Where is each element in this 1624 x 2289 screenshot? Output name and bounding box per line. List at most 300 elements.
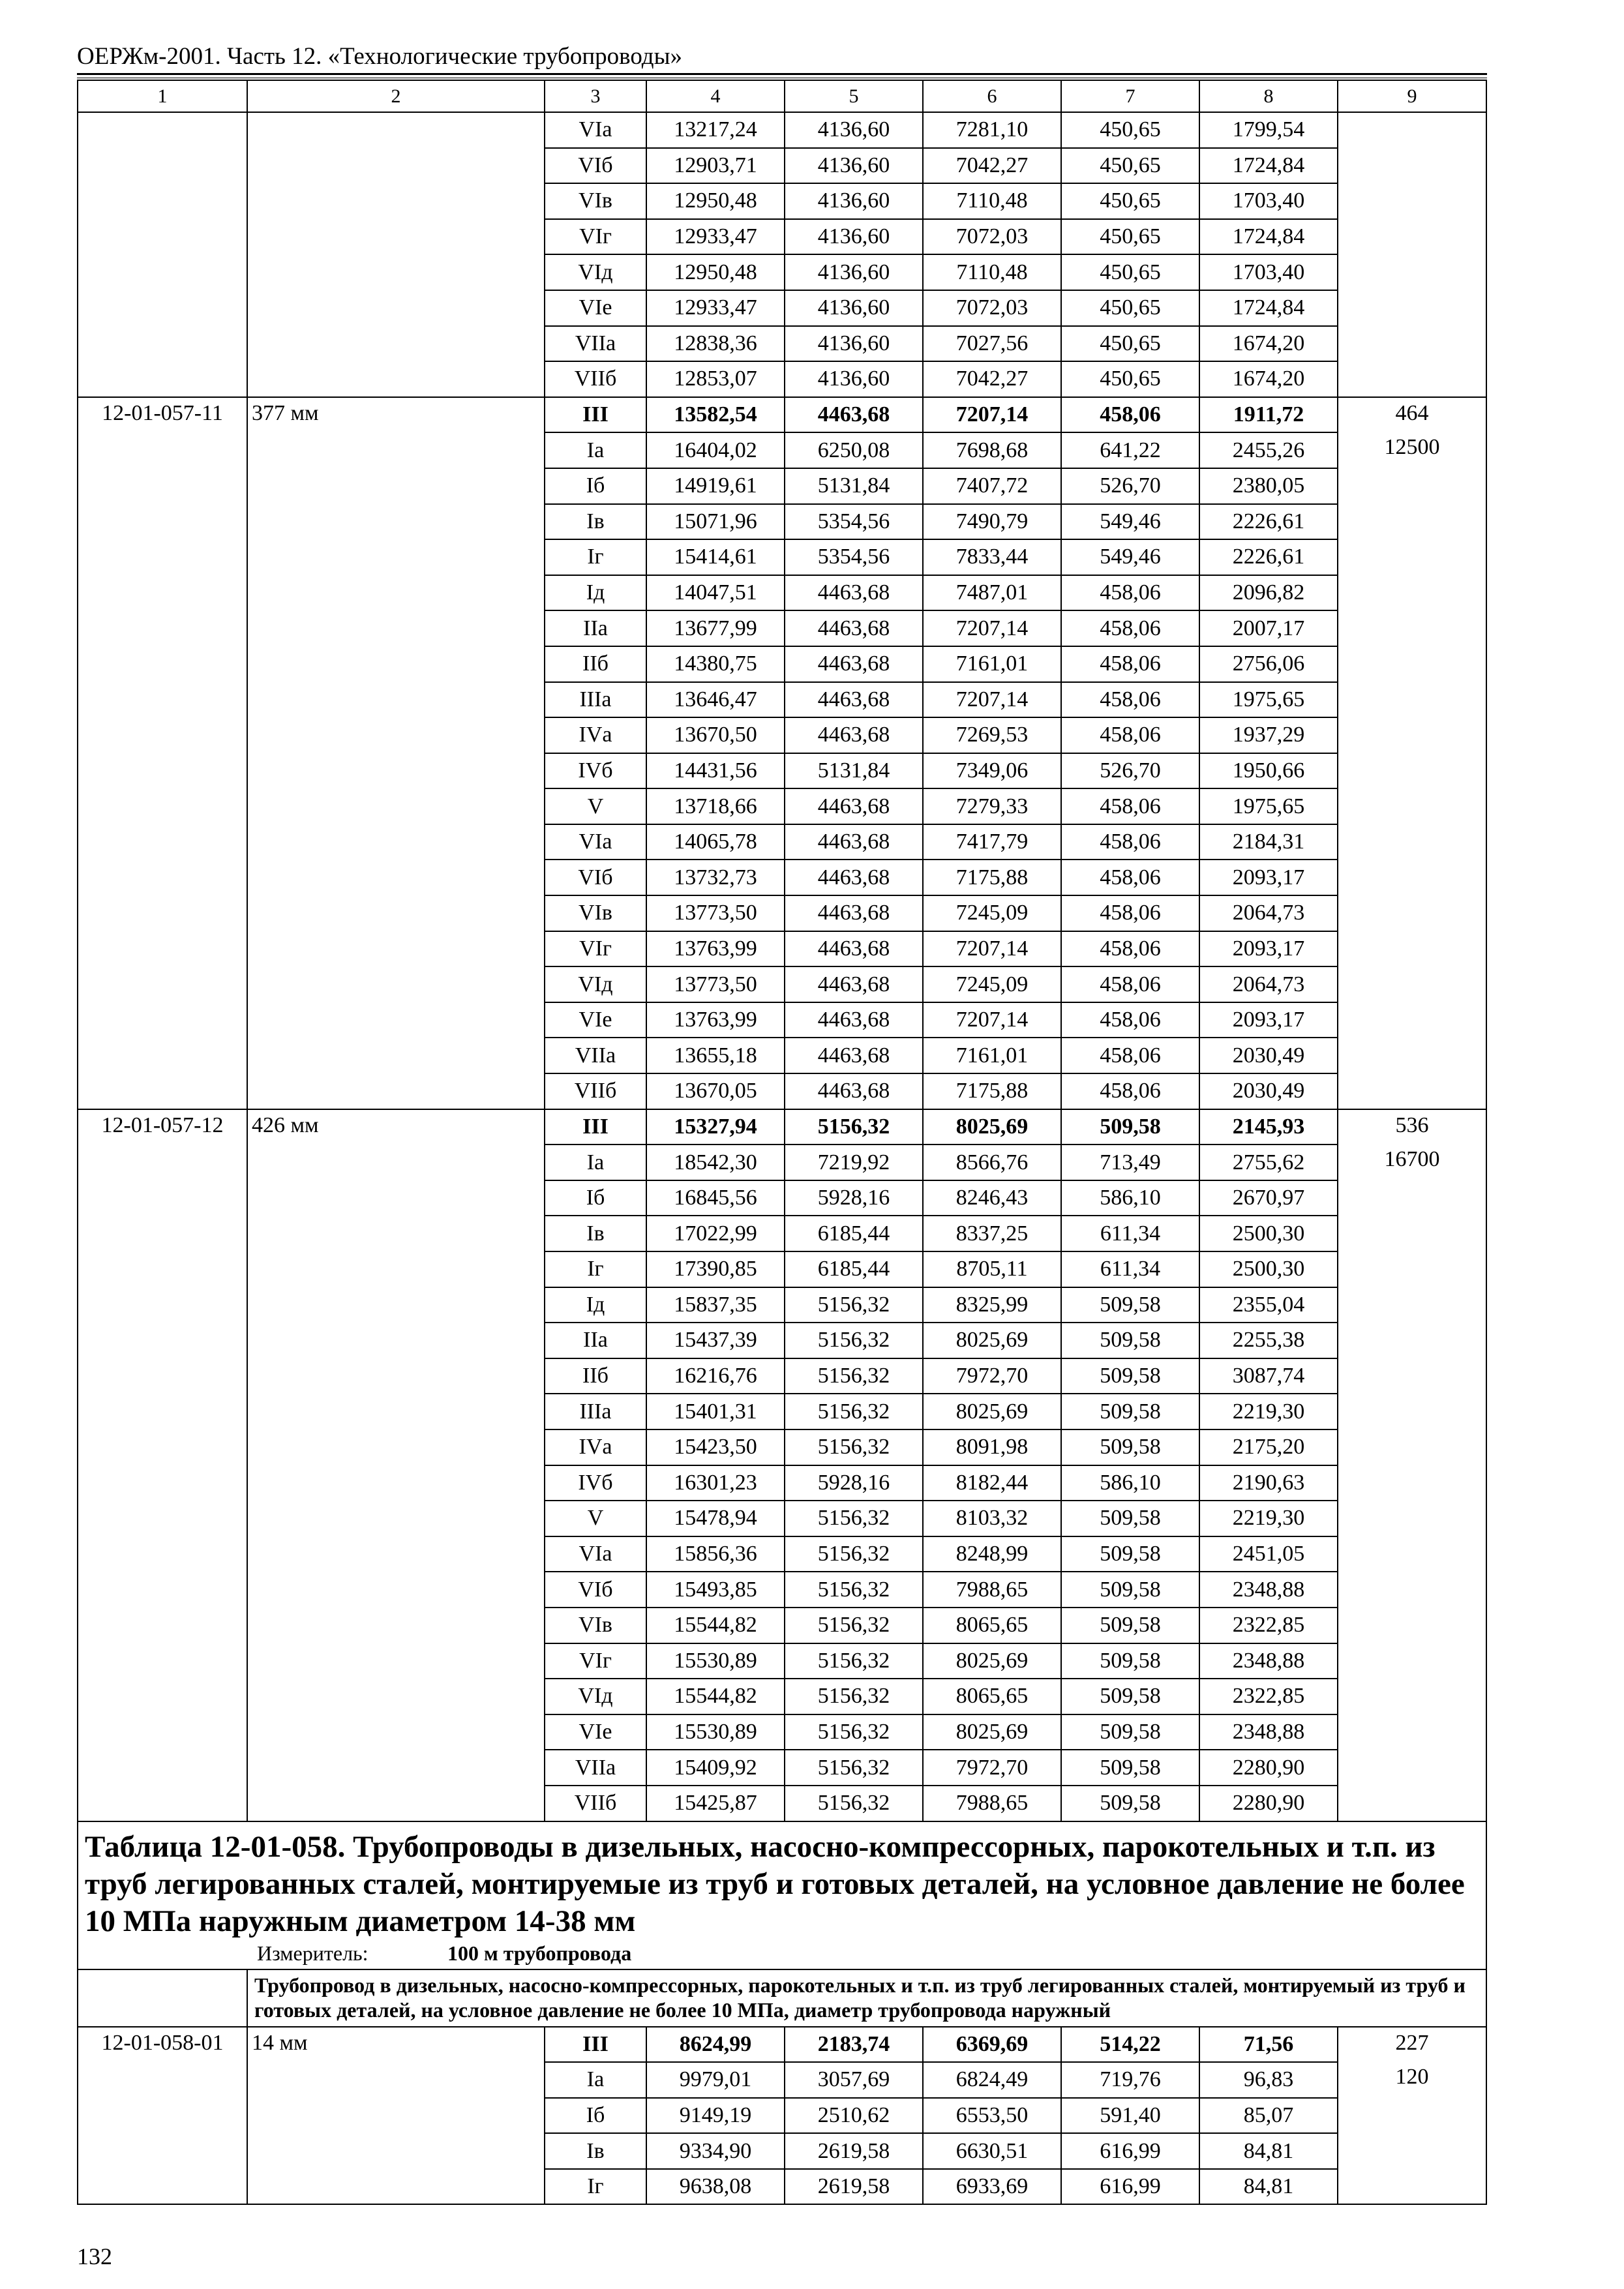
zone-cell: Iб — [545, 468, 646, 504]
column-9-value: 16700 — [1384, 1147, 1440, 1172]
zone-cell: V — [545, 1501, 646, 1536]
value-cell: 4136,60 — [785, 112, 923, 148]
value-cell: 4463,68 — [785, 931, 923, 967]
value-cell: 15071,96 — [646, 504, 785, 540]
value-cell: 8248,99 — [923, 1536, 1061, 1572]
value-cell: 2619,58 — [785, 2133, 923, 2169]
zone-cell: VIг — [545, 219, 646, 255]
zone-cell: VIа — [545, 1536, 646, 1572]
value-cell: 1724,84 — [1199, 148, 1338, 184]
value-cell: 8182,44 — [923, 1465, 1061, 1501]
column-9-value: 536 — [1395, 1113, 1429, 1137]
value-cell: 12903,71 — [646, 148, 785, 184]
value-cell: 8325,99 — [923, 1287, 1061, 1323]
value-cell: 5156,32 — [785, 1679, 923, 1714]
value-cell: 2226,61 — [1199, 539, 1338, 575]
value-cell: 2064,73 — [1199, 895, 1338, 931]
header-rule-thick — [77, 73, 1487, 75]
value-cell: 5928,16 — [785, 1465, 923, 1501]
value-cell: 5156,32 — [785, 1750, 923, 1786]
value-cell: 509,58 — [1061, 1536, 1199, 1572]
value-cell: 5156,32 — [785, 1429, 923, 1465]
value-cell: 15544,82 — [646, 1608, 785, 1643]
zone-cell: VIIб — [545, 1073, 646, 1109]
value-cell: 509,58 — [1061, 1323, 1199, 1358]
value-cell: 16845,56 — [646, 1180, 785, 1216]
zone-cell: IIа — [545, 1323, 646, 1358]
value-cell: 7161,01 — [923, 646, 1061, 682]
pipe-diameter-cell — [247, 112, 545, 397]
value-cell: 7042,27 — [923, 361, 1061, 397]
value-cell: 2500,30 — [1199, 1251, 1338, 1287]
column-9-value: 227 — [1395, 2030, 1429, 2055]
value-cell: 5354,56 — [785, 539, 923, 575]
value-cell: 13732,73 — [646, 860, 785, 895]
value-cell: 713,49 — [1061, 1144, 1199, 1180]
value-cell: 7072,03 — [923, 219, 1061, 255]
value-cell: 2380,05 — [1199, 468, 1338, 504]
value-cell: 1703,40 — [1199, 183, 1338, 219]
value-cell: 450,65 — [1061, 361, 1199, 397]
zone-cell: VIе — [545, 1002, 646, 1038]
value-cell: 2280,90 — [1199, 1750, 1338, 1786]
value-cell: 458,06 — [1061, 1073, 1199, 1109]
value-cell: 4136,60 — [785, 290, 923, 326]
column-9-value: 464 — [1395, 400, 1429, 425]
value-cell: 458,06 — [1061, 717, 1199, 753]
value-cell: 2219,30 — [1199, 1394, 1338, 1429]
value-cell: 12933,47 — [646, 290, 785, 326]
unit-label: Измеритель: — [257, 1941, 368, 1965]
value-cell: 2064,73 — [1199, 966, 1338, 1002]
value-cell: 1674,20 — [1199, 326, 1338, 362]
value-cell: 5156,32 — [785, 1536, 923, 1572]
value-cell: 15409,92 — [646, 1750, 785, 1786]
value-cell: 549,46 — [1061, 539, 1199, 575]
value-cell: 7833,44 — [923, 539, 1061, 575]
value-cell: 7407,72 — [923, 468, 1061, 504]
zone-cell: Iв — [545, 1216, 646, 1251]
rate-code-cell: 12-01-057-11 — [78, 397, 247, 1109]
value-cell: 6824,49 — [923, 2062, 1061, 2098]
rate-code-cell — [78, 112, 247, 397]
zone-cell: III — [545, 397, 646, 433]
value-cell: 2219,30 — [1199, 1501, 1338, 1536]
rate-code-cell: 12-01-057-12 — [78, 1109, 247, 1821]
value-cell: 6185,44 — [785, 1216, 923, 1251]
zone-cell: VIе — [545, 290, 646, 326]
value-cell: 1937,29 — [1199, 717, 1338, 753]
value-cell: 2510,62 — [785, 2098, 923, 2134]
column-number: 6 — [923, 80, 1061, 112]
page-number: 132 — [77, 2243, 112, 2269]
value-cell: 2093,17 — [1199, 931, 1338, 967]
value-cell: 17022,99 — [646, 1216, 785, 1251]
value-cell: 2145,93 — [1199, 1109, 1338, 1145]
zone-cell: Iд — [545, 1287, 646, 1323]
value-cell: 12933,47 — [646, 219, 785, 255]
value-cell: 7175,88 — [923, 860, 1061, 895]
value-cell: 458,06 — [1061, 1002, 1199, 1038]
value-cell: 7042,27 — [923, 148, 1061, 184]
zone-cell: VIа — [545, 112, 646, 148]
value-cell: 4463,68 — [785, 717, 923, 753]
value-cell: 8624,99 — [646, 2027, 785, 2063]
value-cell: 85,07 — [1199, 2098, 1338, 2134]
value-cell: 1799,54 — [1199, 112, 1338, 148]
value-cell: 8025,69 — [923, 1323, 1061, 1358]
table-row — [78, 112, 1486, 148]
column-9-value: 120 — [1395, 2065, 1429, 2089]
zone-cell: VIг — [545, 1643, 646, 1679]
value-cell: 2355,04 — [1199, 1287, 1338, 1323]
value-cell: 586,10 — [1061, 1180, 1199, 1216]
value-cell: 7279,33 — [923, 788, 1061, 824]
value-cell: 16301,23 — [646, 1465, 785, 1501]
value-cell: 84,81 — [1199, 2133, 1338, 2169]
value-cell: 15544,82 — [646, 1679, 785, 1714]
value-cell: 549,46 — [1061, 504, 1199, 540]
value-cell: 8025,69 — [923, 1109, 1061, 1145]
value-cell: 2184,31 — [1199, 824, 1338, 860]
value-cell: 6369,69 — [923, 2027, 1061, 2063]
value-cell: 7698,68 — [923, 432, 1061, 468]
value-cell: 13773,50 — [646, 895, 785, 931]
value-cell: 4136,60 — [785, 219, 923, 255]
value-cell: 509,58 — [1061, 1786, 1199, 1821]
zone-cell: Iг — [545, 1251, 646, 1287]
column-number: 1 — [78, 80, 247, 112]
rates-table — [77, 80, 1487, 2205]
value-cell: 4463,68 — [785, 682, 923, 718]
table-row — [78, 397, 1486, 433]
value-cell: 4463,68 — [785, 1002, 923, 1038]
value-cell: 4463,68 — [785, 966, 923, 1002]
value-cell: 509,58 — [1061, 1394, 1199, 1429]
value-cell: 4463,68 — [785, 575, 923, 611]
value-cell: 1703,40 — [1199, 254, 1338, 290]
zone-cell: VIIа — [545, 1750, 646, 1786]
value-cell: 1950,66 — [1199, 753, 1338, 789]
value-cell: 8246,43 — [923, 1180, 1061, 1216]
value-cell: 7161,01 — [923, 1038, 1061, 1073]
value-cell: 5131,84 — [785, 753, 923, 789]
value-cell: 5156,32 — [785, 1394, 923, 1429]
value-cell: 7245,09 — [923, 966, 1061, 1002]
value-cell: 2755,62 — [1199, 1144, 1338, 1180]
rate-code-cell: 12-01-058-01 — [78, 2027, 247, 2205]
value-cell: 1724,84 — [1199, 290, 1338, 326]
value-cell: 458,06 — [1061, 788, 1199, 824]
value-cell: 14380,75 — [646, 646, 785, 682]
value-cell: 458,06 — [1061, 824, 1199, 860]
value-cell: 611,34 — [1061, 1216, 1199, 1251]
value-cell: 616,99 — [1061, 2133, 1199, 2169]
value-cell: 7269,53 — [923, 717, 1061, 753]
value-cell: 6933,69 — [923, 2169, 1061, 2205]
value-cell: 7110,48 — [923, 254, 1061, 290]
document-header-title: ОЕРЖм-2001. Часть 12. «Технологические трубопроводы» — [77, 43, 682, 70]
value-cell: 7972,70 — [923, 1358, 1061, 1394]
value-cell: 509,58 — [1061, 1109, 1199, 1145]
value-cell: 7207,14 — [923, 1002, 1061, 1038]
value-cell: 12950,48 — [646, 183, 785, 219]
column-9-cell — [1338, 397, 1486, 1109]
value-cell: 4463,68 — [785, 860, 923, 895]
value-cell: 2322,85 — [1199, 1679, 1338, 1714]
value-cell: 14065,78 — [646, 824, 785, 860]
value-cell: 13763,99 — [646, 931, 785, 967]
value-cell: 8025,69 — [923, 1643, 1061, 1679]
value-cell: 6553,50 — [923, 2098, 1061, 2134]
value-cell: 7207,14 — [923, 931, 1061, 967]
value-cell: 15423,50 — [646, 1429, 785, 1465]
zone-cell: Iа — [545, 432, 646, 468]
value-cell: 2500,30 — [1199, 1216, 1338, 1251]
value-cell: 7207,14 — [923, 682, 1061, 718]
value-cell: 458,06 — [1061, 895, 1199, 931]
zone-cell: Iг — [545, 539, 646, 575]
value-cell: 14047,51 — [646, 575, 785, 611]
value-cell: 526,70 — [1061, 468, 1199, 504]
column-number: 8 — [1199, 80, 1338, 112]
value-cell: 1674,20 — [1199, 361, 1338, 397]
value-cell: 3057,69 — [785, 2062, 923, 2098]
value-cell: 2348,88 — [1199, 1714, 1338, 1750]
value-cell: 13670,05 — [646, 1073, 785, 1109]
value-cell: 458,06 — [1061, 397, 1199, 433]
value-cell: 8025,69 — [923, 1714, 1061, 1750]
value-cell: 7072,03 — [923, 290, 1061, 326]
value-cell: 8103,32 — [923, 1501, 1061, 1536]
zone-cell: Iа — [545, 1144, 646, 1180]
value-cell: 5131,84 — [785, 468, 923, 504]
value-cell: 4136,60 — [785, 361, 923, 397]
value-cell: 526,70 — [1061, 753, 1199, 789]
value-cell: 8091,98 — [923, 1429, 1061, 1465]
value-cell: 7207,14 — [923, 397, 1061, 433]
value-cell: 12853,07 — [646, 361, 785, 397]
value-cell: 4463,68 — [785, 895, 923, 931]
value-cell: 15437,39 — [646, 1323, 785, 1358]
value-cell: 15856,36 — [646, 1536, 785, 1572]
zone-cell: IIIа — [545, 682, 646, 718]
pipe-diameter-cell: 377 мм — [247, 397, 545, 1109]
value-cell: 5156,32 — [785, 1109, 923, 1145]
value-cell: 2007,17 — [1199, 610, 1338, 646]
value-cell: 7207,14 — [923, 610, 1061, 646]
zone-cell: VIв — [545, 183, 646, 219]
zone-cell: IVб — [545, 1465, 646, 1501]
value-cell: 2030,49 — [1199, 1073, 1338, 1109]
zone-cell: VIв — [545, 895, 646, 931]
value-cell: 8065,65 — [923, 1679, 1061, 1714]
zone-cell: VIIа — [545, 326, 646, 362]
section-title-cell — [78, 1821, 1486, 1969]
zone-cell: IIIа — [545, 1394, 646, 1429]
value-cell: 4463,68 — [785, 824, 923, 860]
value-cell: 15530,89 — [646, 1643, 785, 1679]
value-cell: 7027,56 — [923, 326, 1061, 362]
value-cell: 509,58 — [1061, 1358, 1199, 1394]
value-cell: 450,65 — [1061, 183, 1199, 219]
zone-cell: VIб — [545, 860, 646, 895]
value-cell: 611,34 — [1061, 1251, 1199, 1287]
value-cell: 8566,76 — [923, 1144, 1061, 1180]
value-cell: 7175,88 — [923, 1073, 1061, 1109]
value-cell: 1911,72 — [1199, 397, 1338, 433]
pipe-diameter-cell: 426 мм — [247, 1109, 545, 1821]
zone-cell: IIа — [545, 610, 646, 646]
value-cell: 13677,99 — [646, 610, 785, 646]
column-number: 5 — [785, 80, 923, 112]
value-cell: 5156,32 — [785, 1287, 923, 1323]
value-cell: 450,65 — [1061, 112, 1199, 148]
zone-cell: VIIб — [545, 361, 646, 397]
column-number: 4 — [646, 80, 785, 112]
value-cell: 2190,63 — [1199, 1465, 1338, 1501]
value-cell: 458,06 — [1061, 682, 1199, 718]
value-cell: 13655,18 — [646, 1038, 785, 1073]
value-cell: 458,06 — [1061, 860, 1199, 895]
value-cell: 5156,32 — [785, 1786, 923, 1821]
value-cell: 17390,85 — [646, 1251, 785, 1287]
value-cell: 7988,65 — [923, 1572, 1061, 1608]
value-cell: 458,06 — [1061, 610, 1199, 646]
value-cell: 15493,85 — [646, 1572, 785, 1608]
value-cell: 2255,38 — [1199, 1323, 1338, 1358]
value-cell: 15530,89 — [646, 1714, 785, 1750]
pipe-diameter-cell: 14 мм — [247, 2027, 545, 2205]
value-cell: 5156,32 — [785, 1643, 923, 1679]
value-cell: 591,40 — [1061, 2098, 1199, 2134]
value-cell: 71,56 — [1199, 2027, 1338, 2063]
value-cell: 6185,44 — [785, 1251, 923, 1287]
value-cell: 2096,82 — [1199, 575, 1338, 611]
value-cell: 509,58 — [1061, 1750, 1199, 1786]
value-cell: 8337,25 — [923, 1216, 1061, 1251]
zone-cell: IVа — [545, 1429, 646, 1465]
value-cell: 2455,26 — [1199, 432, 1338, 468]
column-number: 3 — [545, 80, 646, 112]
zone-cell: VIд — [545, 1679, 646, 1714]
value-cell: 641,22 — [1061, 432, 1199, 468]
value-cell: 9979,01 — [646, 2062, 785, 2098]
zone-cell: VIг — [545, 931, 646, 967]
value-cell: 458,06 — [1061, 966, 1199, 1002]
value-cell: 13763,99 — [646, 1002, 785, 1038]
value-cell: 4463,68 — [785, 788, 923, 824]
zone-cell: IVа — [545, 717, 646, 753]
unit-of-measure — [85, 1940, 1479, 1966]
value-cell: 18542,30 — [646, 1144, 785, 1180]
value-cell: 2348,88 — [1199, 1572, 1338, 1608]
unit-value: 100 м трубопровода — [447, 1941, 632, 1965]
zone-cell: VIб — [545, 1572, 646, 1608]
value-cell: 2093,17 — [1199, 860, 1338, 895]
value-cell: 2670,97 — [1199, 1180, 1338, 1216]
value-cell: 8065,65 — [923, 1608, 1061, 1643]
value-cell: 7417,79 — [923, 824, 1061, 860]
value-cell: 12950,48 — [646, 254, 785, 290]
value-cell: 4463,68 — [785, 1038, 923, 1073]
value-cell: 458,06 — [1061, 575, 1199, 611]
value-cell: 15478,94 — [646, 1501, 785, 1536]
value-cell: 509,58 — [1061, 1287, 1199, 1323]
value-cell: 2322,85 — [1199, 1608, 1338, 1643]
value-cell: 1975,65 — [1199, 788, 1338, 824]
value-cell: 5156,32 — [785, 1572, 923, 1608]
value-cell: 3087,74 — [1199, 1358, 1338, 1394]
value-cell: 15425,87 — [646, 1786, 785, 1821]
column-number: 7 — [1061, 80, 1199, 112]
zone-cell: Iб — [545, 1180, 646, 1216]
value-cell: 5156,32 — [785, 1501, 923, 1536]
value-cell: 450,65 — [1061, 290, 1199, 326]
value-cell: 9149,19 — [646, 2098, 785, 2134]
column-number: 2 — [247, 80, 545, 112]
value-cell: 6630,51 — [923, 2133, 1061, 2169]
value-cell: 458,06 — [1061, 646, 1199, 682]
value-cell: 4463,68 — [785, 397, 923, 433]
column-number: 9 — [1338, 80, 1486, 112]
value-cell: 15837,35 — [646, 1287, 785, 1323]
value-cell: 7110,48 — [923, 183, 1061, 219]
value-cell: 4136,60 — [785, 183, 923, 219]
value-cell: 13217,24 — [646, 112, 785, 148]
zone-cell: IIб — [545, 1358, 646, 1394]
column-9-value: 12500 — [1384, 435, 1440, 460]
value-cell: 509,58 — [1061, 1429, 1199, 1465]
value-cell: 509,58 — [1061, 1501, 1199, 1536]
value-cell: 2093,17 — [1199, 1002, 1338, 1038]
value-cell: 450,65 — [1061, 219, 1199, 255]
section-title: Таблица 12-01-058. Трубопроводы в дизельных, насосно-компрессорных, парокотельных и т.п. из труб легированных сталей, монтируемые из труб и готовых деталей, на условное давление не более 10 МПа наружным диаметром 14-38 мм — [85, 1829, 1465, 1938]
zone-cell: VIв — [545, 1608, 646, 1643]
column-9-cell — [1338, 1109, 1486, 1821]
zone-cell: VIIб — [545, 1786, 646, 1821]
zone-cell: Iд — [545, 575, 646, 611]
value-cell: 84,81 — [1199, 2169, 1338, 2205]
value-cell: 514,22 — [1061, 2027, 1199, 2063]
value-cell: 509,58 — [1061, 1572, 1199, 1608]
value-cell: 14431,56 — [646, 753, 785, 789]
value-cell: 7490,79 — [923, 504, 1061, 540]
value-cell: 15327,94 — [646, 1109, 785, 1145]
zone-cell: Iв — [545, 2133, 646, 2169]
value-cell: 7972,70 — [923, 1750, 1061, 1786]
value-cell: 7487,01 — [923, 575, 1061, 611]
table-row — [78, 2027, 1486, 2063]
value-cell: 2619,58 — [785, 2169, 923, 2205]
zone-cell: Iг — [545, 2169, 646, 2205]
column-9-cell — [1338, 112, 1486, 397]
value-cell: 9638,08 — [646, 2169, 785, 2205]
value-cell: 616,99 — [1061, 2169, 1199, 2205]
zone-cell: VIIа — [545, 1038, 646, 1073]
value-cell: 458,06 — [1061, 931, 1199, 967]
value-cell: 1975,65 — [1199, 682, 1338, 718]
value-cell: 5928,16 — [785, 1180, 923, 1216]
section-description-row — [78, 1969, 1486, 2027]
column-9-cell — [1338, 2027, 1486, 2205]
value-cell: 13773,50 — [646, 966, 785, 1002]
value-cell: 2451,05 — [1199, 1536, 1338, 1572]
value-cell: 4463,68 — [785, 1073, 923, 1109]
value-cell: 5156,32 — [785, 1323, 923, 1358]
zone-cell: Iа — [545, 2062, 646, 2098]
zone-cell: VIа — [545, 824, 646, 860]
